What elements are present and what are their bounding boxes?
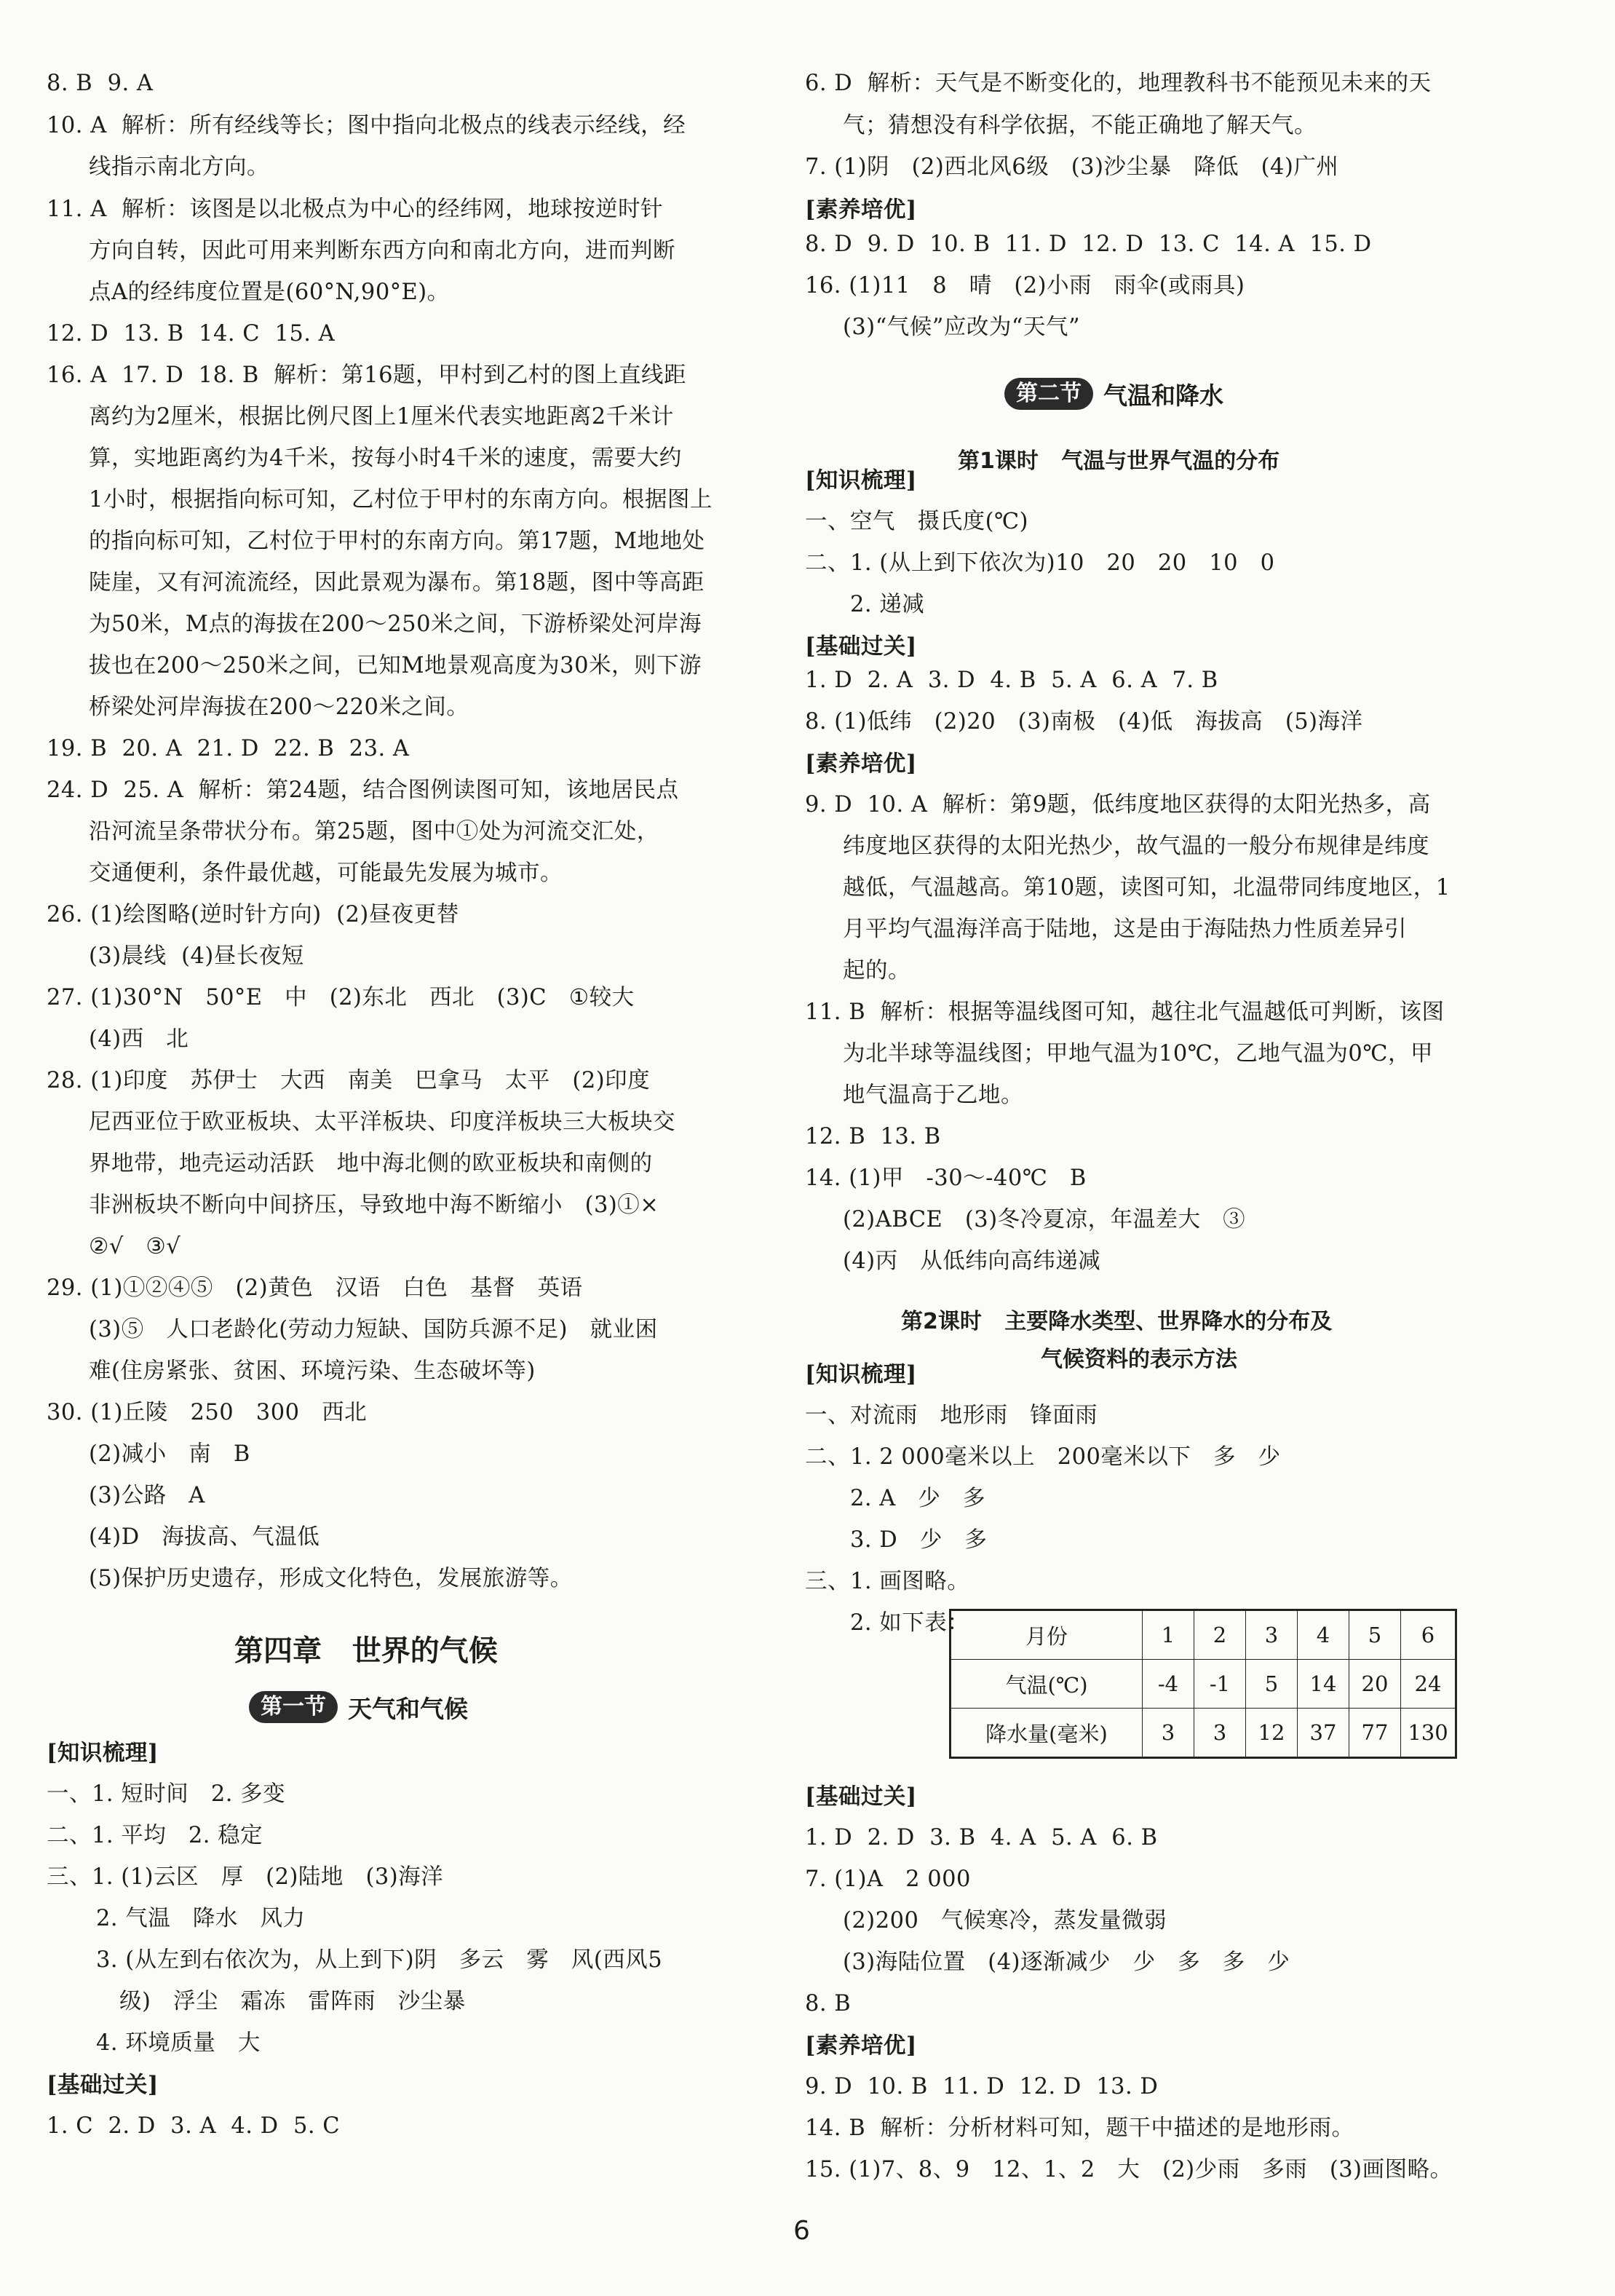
answer-line: ②√ ③√: [89, 1234, 181, 1259]
table-row: [951, 1709, 1456, 1758]
table-cell: 3: [1143, 1709, 1194, 1758]
answer-line: (3)“气候”应改为“天气”: [843, 314, 1081, 340]
answer-line: 界地带，地壳运动活跃 地中海北侧的欧亚板块和南侧的: [89, 1151, 653, 1176]
answer-line: 8. (1)低纬 (2)20 (3)南极 (4)低 海拔高 (5)海洋: [805, 709, 1363, 735]
section-1-name: 天气和气候: [348, 1694, 468, 1723]
answer-line: (5)保护历史遗存，形成文化特色，发展旅游等。: [89, 1566, 573, 1591]
answer-line: 二、1. 2 000毫米以上 200毫米以下 多 少: [805, 1444, 1281, 1470]
table-cell: 14: [1298, 1660, 1349, 1709]
answer-line: 3. D 少 多: [850, 1527, 988, 1553]
answer-line: 为北半球等温线图；甲地气温为10℃，乙地气温为0℃，甲: [843, 1041, 1433, 1066]
answer-line: 2. A 少 多: [850, 1486, 985, 1511]
answer-line: 11. A 解析：该图是以北极点为中心的经纬网，地球按逆时针: [47, 197, 664, 222]
answer-line: (2)减小 南 B: [89, 1441, 250, 1467]
table-cell: 3: [1194, 1709, 1246, 1758]
table-cell: -1: [1194, 1660, 1246, 1709]
answer-line: 7. (1)A 2 000: [805, 1867, 971, 1892]
answer-line: 三、1. 画图略。: [805, 1569, 970, 1594]
answer-line: 起的。: [843, 958, 910, 983]
answer-line: 地气温高于乙地。: [843, 1082, 1023, 1108]
lesson-1-title: 第1课时 气温与世界气温的分布: [958, 448, 1280, 474]
answer-line: 一、对流雨 地形雨 锋面雨: [805, 1403, 1098, 1428]
answer-line: 纬度地区获得的太阳光热少，故气温的一般分布规律是纬度: [843, 834, 1429, 859]
answer-line: 6. D 解析：天气是不断变化的，地理教科书不能预见未来的天: [805, 71, 1432, 96]
answer-line: 9. D 10. B 11. D 12. D 13. D: [805, 2074, 1159, 2099]
answer-line: (3)海陆位置 (4)逐渐减少 少 多 多 少: [843, 1949, 1290, 1975]
section-2-heading: [1004, 377, 1223, 411]
answer-line: 26. (1)绘图略(逆时针方向) (2)昼夜更替: [47, 902, 459, 927]
section-1-tag: 第一节: [249, 1691, 338, 1723]
section-label: [基础过关]: [805, 1784, 917, 1810]
answer-line: 16. (1)11 8 晴 (2)小雨 雨伞(或雨具): [805, 273, 1245, 298]
answer-line: 1. D 2. A 3. D 4. B 5. A 6. A 7. B: [805, 668, 1218, 693]
table-cell: 3: [1246, 1610, 1298, 1660]
table-cell: -4: [1143, 1660, 1194, 1709]
section-label: [基础过关]: [47, 2072, 159, 2098]
table-cell: 6: [1401, 1610, 1456, 1660]
answer-line: 级) 浮尘 霜冻 雷阵雨 沙尘暴: [119, 1989, 466, 2014]
answer-line: 11. B 解析：根据等温线图可知，越往北气温越低可判断，该图: [805, 999, 1445, 1025]
answer-line: (4)D 海拔高、气温低: [89, 1524, 320, 1550]
table-cell: 月份: [951, 1610, 1143, 1660]
answer-line: 三、1. (1)云区 厚 (2)陆地 (3)海洋: [47, 1864, 444, 1890]
section-2-name: 气温和降水: [1103, 381, 1223, 410]
answer-line: (3)公路 A: [89, 1483, 205, 1508]
table-cell: 5: [1246, 1660, 1298, 1709]
table-cell: 1: [1143, 1610, 1194, 1660]
answer-line: 8. B: [805, 1991, 852, 2016]
lesson-2-title-line2: 气候资料的表示方法: [1041, 1347, 1237, 1372]
answer-line: 算，实地距离约为4千米，按每小时4千米的速度，需要大约: [89, 446, 682, 471]
table-cell: 气温(℃): [951, 1660, 1143, 1709]
answer-line: 9. D 10. A 解析：第9题，低纬度地区获得的太阳光热多，高: [805, 792, 1431, 818]
answer-line: 为50米，M点的海拔在200～250米之间，下游桥梁处河岸海: [89, 611, 702, 637]
answer-line: 二、1. 平均 2. 稳定: [47, 1823, 263, 1848]
answer-line: 桥梁处河岸海拔在200～220米之间。: [89, 694, 469, 720]
answer-line: 二、1. (从上到下依次为)10 20 20 10 0: [805, 550, 1275, 576]
answer-line: 一、1. 短时间 2. 多变: [47, 1781, 286, 1807]
answer-line: 28. (1)印度 苏伊士 大西 南美 巴拿马 太平 (2)印度: [47, 1068, 651, 1093]
answer-line: (4)丙 从低纬向高纬递减: [843, 1248, 1101, 1274]
answer-line: 难(住房紧张、贫困、环境污染、生态破坏等): [89, 1358, 536, 1384]
answer-line: 30. (1)丘陵 250 300 西北: [47, 1400, 368, 1425]
section-label: [素养培优]: [805, 197, 917, 223]
section-label: [基础过关]: [805, 633, 917, 660]
table-cell: 130: [1401, 1709, 1456, 1758]
answer-line: 沿河流呈条带状分布。第25题，图中①处为河流交汇处，: [89, 819, 659, 844]
answer-line: (2)200 气候寒冷，蒸发量微弱: [843, 1908, 1167, 1933]
section-1-heading: [249, 1690, 468, 1724]
answer-line: 8. B 9. A: [47, 71, 154, 96]
answer-line: 2. 气温 降水 风力: [96, 1906, 306, 1931]
answer-line: 8. D 9. D 10. B 11. D 12. D 13. C 14. A 15. D: [805, 231, 1372, 257]
answer-line: 越低，气温越高。第10题，读图可知，北温带同纬度地区，1: [843, 875, 1451, 900]
table-row: [951, 1660, 1456, 1709]
table-cell: 12: [1246, 1709, 1298, 1758]
answer-line: 陡崖，又有河流流经，因此景观为瀑布。第18题，图中等高距: [89, 570, 705, 595]
table-cell: 37: [1298, 1709, 1349, 1758]
answer-line: 离约为2厘米，根据比例尺图上1厘米代表实地距离2千米计: [89, 404, 674, 429]
answer-line: 24. D 25. A 解析：第24题，结合图例读图可知，该地居民点: [47, 777, 679, 803]
table-cell: 4: [1298, 1610, 1349, 1660]
section-label: [知识梳理]: [47, 1740, 159, 1766]
answer-line: 1. C 2. D 3. A 4. D 5. C: [47, 2113, 341, 2139]
answer-line: 一、空气 摄氏度(℃): [805, 509, 1029, 534]
table-row: [951, 1610, 1456, 1660]
answer-line: 14. B 解析：分析材料可知，题干中描述的是地形雨。: [805, 2115, 1354, 2141]
answer-line: (3)⑤ 人口老龄化(劳动力短缺、国防兵源不足) 就业困: [89, 1317, 658, 1342]
answer-line: 1. D 2. D 3. B 4. A 5. A 6. B: [805, 1825, 1158, 1850]
table-cell: 24: [1401, 1660, 1456, 1709]
answer-line: 16. A 17. D 18. B 解析：第16题，甲村到乙村的图上直线距: [47, 363, 686, 388]
answer-line: 10. A 解析：所有经线等长；图中指向北极点的线表示经线，经: [47, 113, 686, 138]
answer-line: 12. D 13. B 14. C 15. A: [47, 321, 336, 347]
section-label: [知识梳理]: [805, 467, 917, 494]
section-label: [素养培优]: [805, 751, 917, 777]
answer-line: 19. B 20. A 21. D 22. B 23. A: [47, 736, 410, 761]
answer-line: 非洲板块不断向中间挤压，导致地中海不断缩小 (3)①×: [89, 1192, 659, 1218]
answer-line: 3. (从左到右依次为，从上到下)阴 多云 雾 风(西风5: [96, 1947, 663, 1973]
table-cell: 2: [1194, 1610, 1246, 1660]
answer-line: 1小时，根据指向标可知，乙村位于甲村的东南方向。根据图上: [89, 487, 713, 512]
table-cell: 77: [1349, 1709, 1401, 1758]
answer-line: 2. 递减: [850, 592, 925, 617]
chapter-title: 第四章 世界的气候: [234, 1634, 498, 1668]
answer-line: 29. (1)①②④⑤ (2)黄色 汉语 白色 基督 英语: [47, 1275, 583, 1301]
answer-line: 15. (1)7、8、9 12、1、2 大 (2)少雨 多雨 (3)画图略。: [805, 2157, 1453, 2182]
answer-line: 14. (1)甲 -30～-40℃ B: [805, 1165, 1087, 1191]
answer-line: 拔也在200～250米之间，已知M地景观高度为30米，则下游: [89, 653, 702, 678]
table-cell: 5: [1349, 1610, 1401, 1660]
answer-line: (4)西 北: [89, 1026, 189, 1052]
answer-line: 尼西亚位于欧亚板块、太平洋板块、印度洋板块三大板块交: [89, 1109, 675, 1135]
lesson-2-title-line1: 第2课时 主要降水类型、世界降水的分布及: [901, 1309, 1333, 1334]
climate-table: [949, 1609, 1457, 1759]
answer-line: 的指向标可知，乙村位于甲村的东南方向。第17题，M地地处: [89, 529, 705, 554]
answer-line: (2)ABCE (3)冬冷夏凉，年温差大 ③: [843, 1207, 1246, 1232]
section-label: [知识梳理]: [805, 1361, 917, 1388]
table-cell: 20: [1349, 1660, 1401, 1709]
answer-line: (3)晨线 (4)昼长夜短: [89, 943, 304, 969]
answer-line: 点A的经纬度位置是(60°N,90°E)。: [89, 280, 450, 305]
answer-line: 4. 环境质量 大: [96, 2030, 261, 2056]
section-2-tag: 第二节: [1004, 378, 1093, 410]
page-number: 6: [793, 2216, 810, 2246]
answer-line: 线指示南北方向。: [89, 154, 269, 180]
answer-line: 7. (1)阴 (2)西北风6级 (3)沙尘暴 降低 (4)广州: [805, 154, 1339, 180]
answer-line: 2. 如下表：: [850, 1610, 970, 1636]
answer-line: 方向自转，因此可用来判断东西方向和南北方向，进而判断: [89, 238, 675, 264]
table-cell: 降水量(毫米): [951, 1709, 1143, 1758]
answer-line: 月平均气温海洋高于陆地，这是由于海陆热力性质差异引: [843, 917, 1407, 942]
answer-line: 12. B 13. B: [805, 1124, 941, 1149]
answer-line: 交通便利，条件最优越，可能最先发展为城市。: [89, 860, 563, 886]
answer-line: 27. (1)30°N 50°E 中 (2)东北 西北 (3)C ①较大: [47, 985, 635, 1010]
section-label: [素养培优]: [805, 2032, 917, 2059]
answer-line: 气；猜想没有科学依据，不能正确地了解天气。: [843, 113, 1317, 138]
